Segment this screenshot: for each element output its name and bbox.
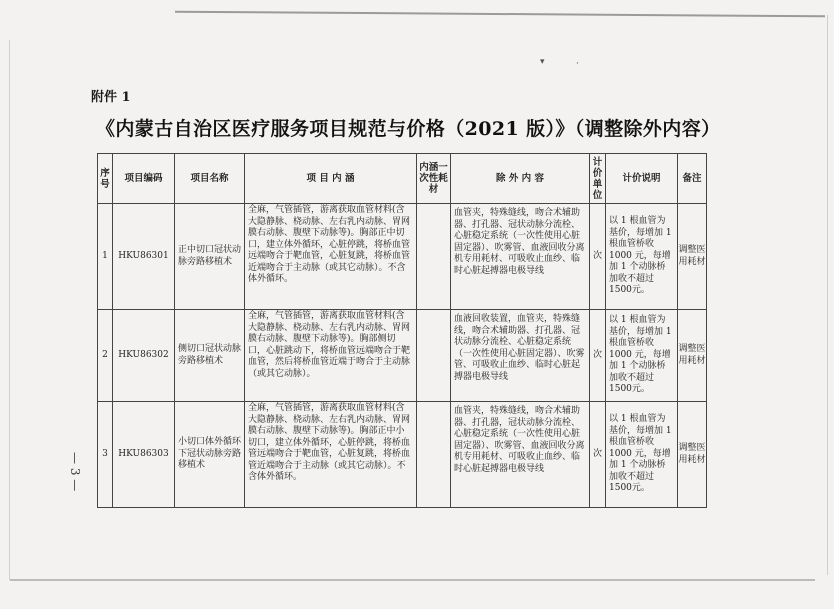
header-code: 项目编码 [113,154,175,204]
cell-consumables [417,204,451,310]
cell-consumables [417,310,451,402]
cell-pricing-note: 以 1 根血管为基价，每增加 1 根血管桥收 1000 元，每增加 1 个动脉桥加收不超过 1500元。 [606,310,678,402]
table-row [98,402,707,508]
cell-pricing-note: 以 1 根血管为基价，每增加 1 根血管桥收 1000 元，每增加 1 个动脉桥加收不超过 1500元。 [606,402,678,508]
cell-name: 正中切口冠状动脉旁路移植术 [175,204,245,310]
table-row [98,204,707,310]
cell-content: 全麻，气管插管，游离获取血管材料(含大隐静脉、桡动脉、左右乳内动脉、胃网膜右动脉、腹壁下动脉等)。胸部正中切口，建立体外循环，心脏停跳，将桥血管远端吻合于靶血管，心脏复跳，将桥血管近端吻合于主动脉（或其它动脉）。不含体外循环。 [245,204,417,310]
header-seq: 序号 [98,154,113,204]
cell-consumables [417,402,451,508]
pricing-table [97,153,707,508]
cell-seq: 1 [98,204,113,310]
cell-unit: 次 [590,402,606,508]
scan-edge-top [175,11,825,18]
cell-seq: 2 [98,310,113,402]
cell-exclusions: 血管夹，特殊缝线，吻合术辅助器、打孔器，冠状动脉分流栓、心脏稳定系统（一次性使用心脏固定器）、吹雾管、血液回收分离机专用耗材、可吸收止血纱、临时心脏起搏器电极导线 [451,402,590,508]
table-row [98,310,707,402]
cell-unit: 次 [590,204,606,310]
document-title: 《内蒙古自治区医疗服务项目规范与价格（2021 版）》（调整除外内容） [96,118,721,140]
cell-seq: 3 [98,402,113,508]
cell-code: HKU86302 [113,310,175,402]
cell-pricing-note: 以 1 根血管为基价，每增加 1 根血管桥收 1000 元，每增加 1 个动脉桥加收不超过 1500元。 [606,204,678,310]
header-content: 项 目 内 涵 [245,154,417,204]
cell-content: 全麻，气管插管，游离获取血管材料(含大隐静脉、桡动脉、左右乳内动脉、胃网膜右动脉、腹壁下动脉等)。胸部正中小切口，建立体外循环，心脏停跳，将桥血管远端吻合于靶血管，心脏复跳，将桥血管近端吻合于主动脉（或其它动脉）。不含体外循环。 [245,402,417,508]
header-remark: 备注 [678,154,707,204]
cell-exclusions: 血液回收装置，血管夹，特殊缝线，吻合术辅助器、打孔器、冠状动脉分流栓、心脏稳定系统（一次性使用心脏固定器）、吹雾管、可吸收止血纱、临时心脏起搏器电极导线 [451,310,590,402]
scan-edge-bottom [10,579,815,581]
scan-edge-right [827,15,828,575]
page-number: — 3 — [68,452,82,492]
attachment-label: 附件 1 [91,90,131,105]
table-header-row [98,154,707,204]
cell-remark: 调整医用耗材 [678,310,707,402]
cell-name: 小切口体外循环下冠状动脉旁路移植术 [175,402,245,508]
cell-code: HKU86301 [113,204,175,310]
scan-edge-left [9,40,10,580]
header-unit: 计价单位 [590,154,606,204]
cell-unit: 次 [590,310,606,402]
cell-content: 全麻，气管插管，游离获取血管材料(含大隐静脉、桡动脉、左右乳内动脉、胃网膜右动脉、腹壁下动脉等)。胸部侧切口，心脏跳动下，将桥血管远端吻合于靶血管，然后将桥血管近端于吻合于主动脉（或其它动脉）。 [245,310,417,402]
header-pricing-note: 计价说明 [606,154,678,204]
cell-remark: 调整医用耗材 [678,402,707,508]
scan-speck: · [576,59,579,69]
header-consumables: 内涵一次性耗材 [417,154,451,204]
cell-remark: 调整医用耗材 [678,204,707,310]
scan-speck: ▾ [540,57,545,67]
header-name: 项目名称 [175,154,245,204]
cell-code: HKU86303 [113,402,175,508]
header-exclusions: 除 外 内 容 [451,154,590,204]
cell-exclusions: 血管夹，特殊缝线，吻合术辅助器、打孔器、冠状动脉分流栓、心脏稳定系统（一次性使用心脏固定器）、吹雾管、血液回收分离机专用耗材、可吸收止血纱、临时心脏起搏器电极导线 [451,204,590,310]
cell-name: 侧切口冠状动脉旁路移植术 [175,310,245,402]
